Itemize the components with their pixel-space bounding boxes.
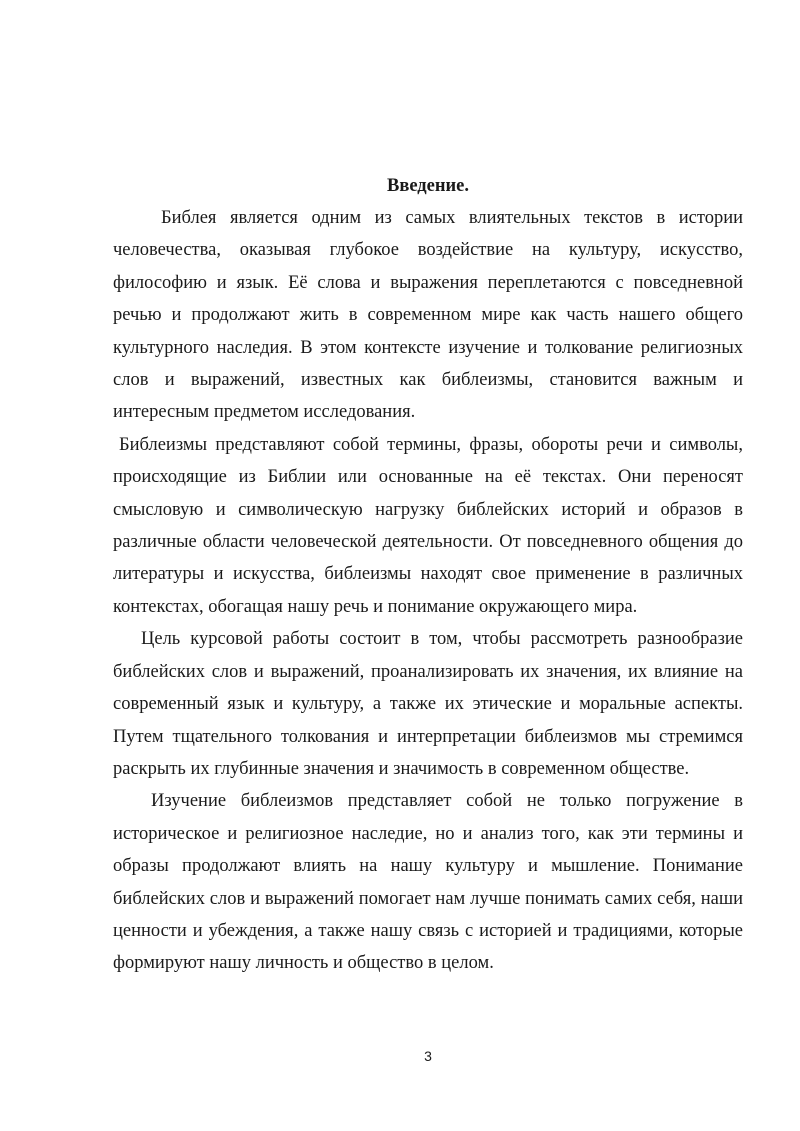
body-text [113,202,743,980]
page-title: Введение. [386,176,470,196]
paragraph: Цель курсовой работы состоит в том, чтобы рассмотреть разнообразие библейских слов и выражений, проанализировать их значения, их влияние на современный язык и культуру, а также их этические и моральные аспекты. Путем тщательного толкования и интерпретации библеизмов мы стремимся раскрыть их глубинные значения и значимость в современном обществе. [113,629,743,779]
paragraph: Библея является одним из самых влиятельных текстов в истории человечества, оказывая глубокое воздействие на культуру, искусство, философию и язык. Её слова и выражения переплетаются с повседневной речью и продолжают жить в современном мире как часть нашего общего культурного наследия. В этом контексте изучение и толкование религиозных слов и выражений, известных как библеизмы, становится важным и интересным предметом исследования. [113,208,743,423]
paragraph: Изучение библеизмов представляет собой не только погружение в историческое и религиозное наследие, но и анализ того, как эти термины и образы продолжают влиять на нашу культуру и мышление. Понимание библейских слов и выражений помогает нам лучше понимать самих себя, наши ценности и убеждения, а также нашу связь с историей и традициями, которые формируют нашу личность и общество в целом. [113,791,743,974]
paragraph: Библеизмы представляют собой термины, фразы, обороты речи и символы, происходящие из Библии или основанные на её текстах. Они переносят смысловую и символическую нагрузку библейских историй и образов в различные области человеческой деятельности. От повседневного общения до литературы и искусства, библеизмы находят свое применение в различных контекстах, обогащая нашу речь и понимание окружающего мира. [113,434,743,617]
page-number: 3 [424,1048,432,1064]
